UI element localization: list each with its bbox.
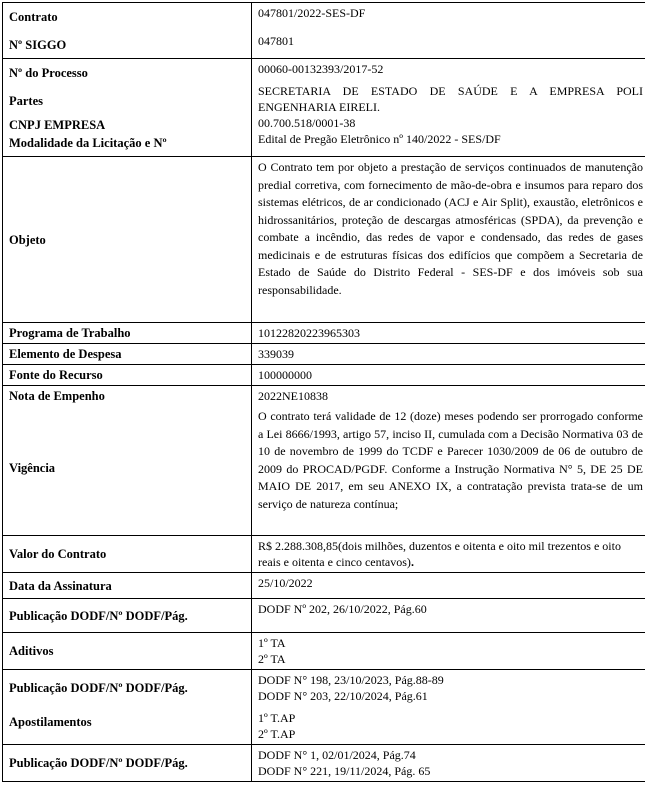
table-row [3, 3, 645, 59]
value-cell [252, 386, 645, 536]
value-cell [252, 670, 645, 745]
modalidade-label: Modalidade da Licitação e Nº [9, 136, 167, 150]
label-cell [3, 670, 252, 745]
value-cell [252, 536, 645, 573]
label-cell [3, 386, 252, 536]
processo-value: 00060-00132393/2017-52 [258, 62, 384, 76]
partes-value: SECRETARIA DE ESTADO DE SAÚDE E A EMPRESA POLI ENGENHARIA EIRELI. [258, 84, 643, 114]
table-row [3, 536, 645, 573]
value-cell [252, 633, 645, 670]
table-row [3, 344, 645, 365]
processo-label: Nº do Processo [9, 66, 88, 80]
table-row [3, 745, 645, 782]
table-row [3, 573, 645, 599]
assinatura-label: Data da Assinatura [3, 573, 252, 599]
publicacao3-label: Publicação DODF/Nº DODF/Pág. [3, 745, 252, 782]
modalidade-value: Edital de Pregão Eletrônico nº 140/2022 - SES/DF [258, 132, 501, 146]
programa-value: 10122820223965303 [252, 323, 645, 344]
publicacao2-label: Publicação DODF/Nº DODF/Pág. [9, 681, 188, 695]
value-cell [252, 745, 645, 782]
fonte-value: 100000000 [252, 365, 645, 386]
cnpj-label: CNPJ EMPRESA [9, 118, 106, 132]
partes-label: Partes [9, 94, 44, 108]
table-row [3, 386, 645, 536]
apostilamentos-label: Apostilamentos [9, 715, 92, 729]
table-row [3, 365, 645, 386]
empenho-label: Nota de Empenho [9, 389, 105, 403]
aditivos-label: Aditivos [3, 633, 252, 670]
table-row [3, 670, 645, 745]
aditivo-1: 1º TA [258, 636, 286, 650]
siggo-label: Nº SIGGO [9, 38, 67, 52]
objeto-value: O Contrato tem por objeto a prestação de serviços continuados de manutenção predial corretiva, com fornecimento de mão-de-obra e insumos para reparo dos sistemas elétricos, de ar condicionado (ACJ e Air Split), exaustão, eletrônicos e hidrossanitários, proteção de descargas atmosféricas (SPDA), da prevenção e combate a incêndio, das redes de vapor e condensado, das redes de gases medicinais e de estruturas físicas dos edifícios que compõem a Secretaria de Estado de Saúde do Distrito Federal - SES-DF e dos imóveis sob sua responsabilidade. [252, 157, 645, 323]
value-cell [252, 3, 645, 59]
apostilamento-1: 1º T.AP [258, 711, 296, 725]
programa-label: Programa de Trabalho [3, 323, 252, 344]
apostilamento-2: 2º T.AP [258, 727, 296, 741]
vigencia-label: Vigência [9, 461, 56, 475]
publicacao2-line-1: DODF N° 198, 23/10/2023, Pág.88-89 [258, 673, 444, 687]
publicacao2-line-2: DODF N° 203, 22/10/2024, Pág.61 [258, 689, 428, 703]
valor-label: Valor do Contrato [3, 536, 252, 573]
contract-table [2, 2, 645, 782]
label-cell [3, 59, 252, 157]
fonte-label: Fonte do Recurso [3, 365, 252, 386]
publicacao3-line-2: DODF N° 221, 19/11/2024, Pág. 65 [258, 764, 431, 778]
assinatura-value: 25/10/2022 [252, 573, 645, 599]
vigencia-value: O contrato terá validade de 12 (doze) meses podendo ser prorrogado conforme a Lei 8666/1993, artigo 57, inciso II, cumulada com a Decisão Normativa 03 de 10 de novembro de 1999 do TCDF e Parecer 1030/2009 de 06 de outubro de 2009 do PROCAD/PGDF. Conforme a Instrução Normativa N° 5, DE 25 DE MAIO DE 2017, em seu ANEXO IX, a contratação prevista trata-se de um serviço de natureza contínua; [258, 409, 643, 511]
objeto-label: Objeto [3, 157, 252, 323]
aditivo-2: 2º TA [258, 652, 286, 666]
valor-value: R$ 2.288.308,85(dois milhões, duzentos e oitenta e oito mil trezentos e oito reais e oitenta e cinco centavos) [258, 539, 621, 569]
table-row [3, 323, 645, 344]
publicacao1-label: Publicação DODF/Nº DODF/Pág. [3, 599, 252, 633]
table-row [3, 599, 645, 633]
siggo-value: 047801 [258, 34, 294, 48]
cnpj-value: 00.700.518/0001-38 [258, 116, 356, 130]
elemento-value: 339039 [252, 344, 645, 365]
table-row [3, 157, 645, 323]
value-cell [252, 59, 645, 157]
contrato-value: 047801/2022-SES-DF [258, 6, 366, 20]
table-row [3, 633, 645, 670]
valor-suffix: . [410, 555, 414, 569]
empenho-value: 2022NE10838 [258, 389, 328, 403]
label-cell [3, 3, 252, 59]
table-row [3, 59, 645, 157]
elemento-label: Elemento de Despesa [3, 344, 252, 365]
contrato-label: Contrato [9, 10, 58, 24]
publicacao3-line-1: DODF N° 1, 02/01/2024, Pág.74 [258, 748, 416, 762]
publicacao1-value: DODF Nº 202, 26/10/2022, Pág.60 [252, 599, 645, 633]
